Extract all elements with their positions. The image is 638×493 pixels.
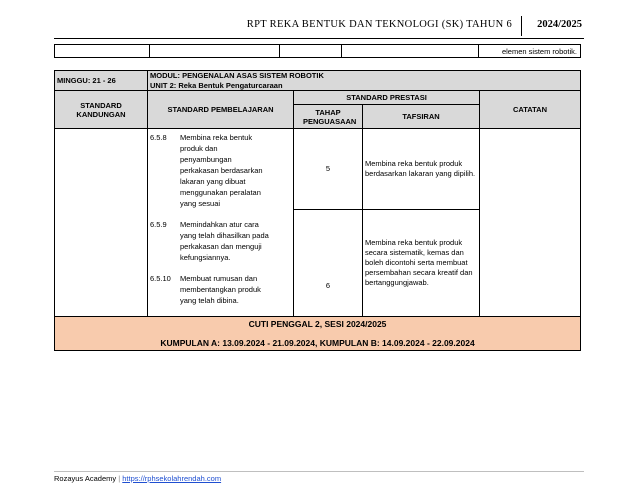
header-rule <box>54 38 584 39</box>
tahap-cell: 6 <box>294 209 363 316</box>
table-cell <box>55 45 150 58</box>
footer-rule <box>54 471 584 472</box>
cuti-title: CUTI PENGGAL 2, SESI 2024/2025 <box>248 319 387 329</box>
table-cell <box>280 45 342 58</box>
header-standard-prestasi: STANDARD PRESTASI <box>294 91 480 105</box>
list-item: 6.5.9 Memindahkan atur cara yang telah dihasilkan pada perkakasan dan menguji kefungsiannya. <box>150 220 269 262</box>
page-footer <box>54 474 221 483</box>
table-cell <box>342 45 479 58</box>
previous-table-row <box>54 44 581 58</box>
catatan-cell <box>480 129 581 317</box>
footer-link[interactable]: https://rphsekolahrendah.com <box>122 474 222 483</box>
document-year: 2024/2025 <box>537 19 582 30</box>
table-cell <box>150 45 280 58</box>
standard-kandungan-cell <box>55 129 148 317</box>
table-row <box>55 317 581 351</box>
tafsiran-cell: Membina reka bentuk produk berdasarkan lakaran yang dipilih. <box>363 129 480 210</box>
header-divider <box>521 16 522 36</box>
list-item: 6.5.8 Membina reka bentuk produk dan penyambungan perkakasan berdasarkan lakaran yang dibuat menggunakan peralatan yang sesuai <box>150 133 263 208</box>
header-tahap-penguasaan: TAHAP PENGUASAAN <box>294 105 363 129</box>
table-row <box>55 129 581 210</box>
footer-brand: Rozayus Academy <box>54 474 117 483</box>
unit-label: UNIT 2: Reka Bentuk Pengaturcaraan <box>150 80 283 90</box>
rpt-table <box>54 70 581 351</box>
standard-pembelajaran-cell <box>148 129 294 317</box>
document-title: RPT REKA BENTUK DAN TEKNOLOGI (SK) TAHUN 6 <box>246 19 512 30</box>
header-tafsiran: TAFSIRAN <box>363 105 480 129</box>
footer-separator: | <box>118 474 121 483</box>
minggu-cell: MINGGU: 21 - 26 <box>55 71 148 91</box>
header-catatan: CATATAN <box>480 91 581 129</box>
list-item: 6.5.10 Membuat rumusan dan membentangkan produk yang telah dibina. <box>150 274 261 305</box>
table-row <box>55 45 581 58</box>
table-row <box>55 91 581 105</box>
cuti-dates: KUMPULAN A: 13.09.2024 - 21.09.2024, KUMPULAN B: 14.09.2024 - 22.09.2024 <box>160 338 475 348</box>
header-standard-pembelajaran: STANDARD PEMBELAJARAN <box>148 91 294 129</box>
cuti-banner <box>55 317 581 351</box>
tahap-cell: 5 <box>294 129 363 210</box>
table-cell: elemen sistem robotik. <box>479 45 581 58</box>
table-row <box>55 71 581 91</box>
page-header <box>54 18 584 38</box>
header-standard-kandungan: STANDARD KANDUNGAN <box>55 91 148 129</box>
tafsiran-cell: Membina reka bentuk produk secara sistematik, kemas dan boleh dicontohi serta membuat persembahan secara kreatif dan bertanggungjawab. <box>363 209 480 316</box>
modul-label: MODUL: PENGENALAN ASAS SISTEM ROBOTIK <box>150 71 324 80</box>
modul-cell <box>148 71 581 91</box>
